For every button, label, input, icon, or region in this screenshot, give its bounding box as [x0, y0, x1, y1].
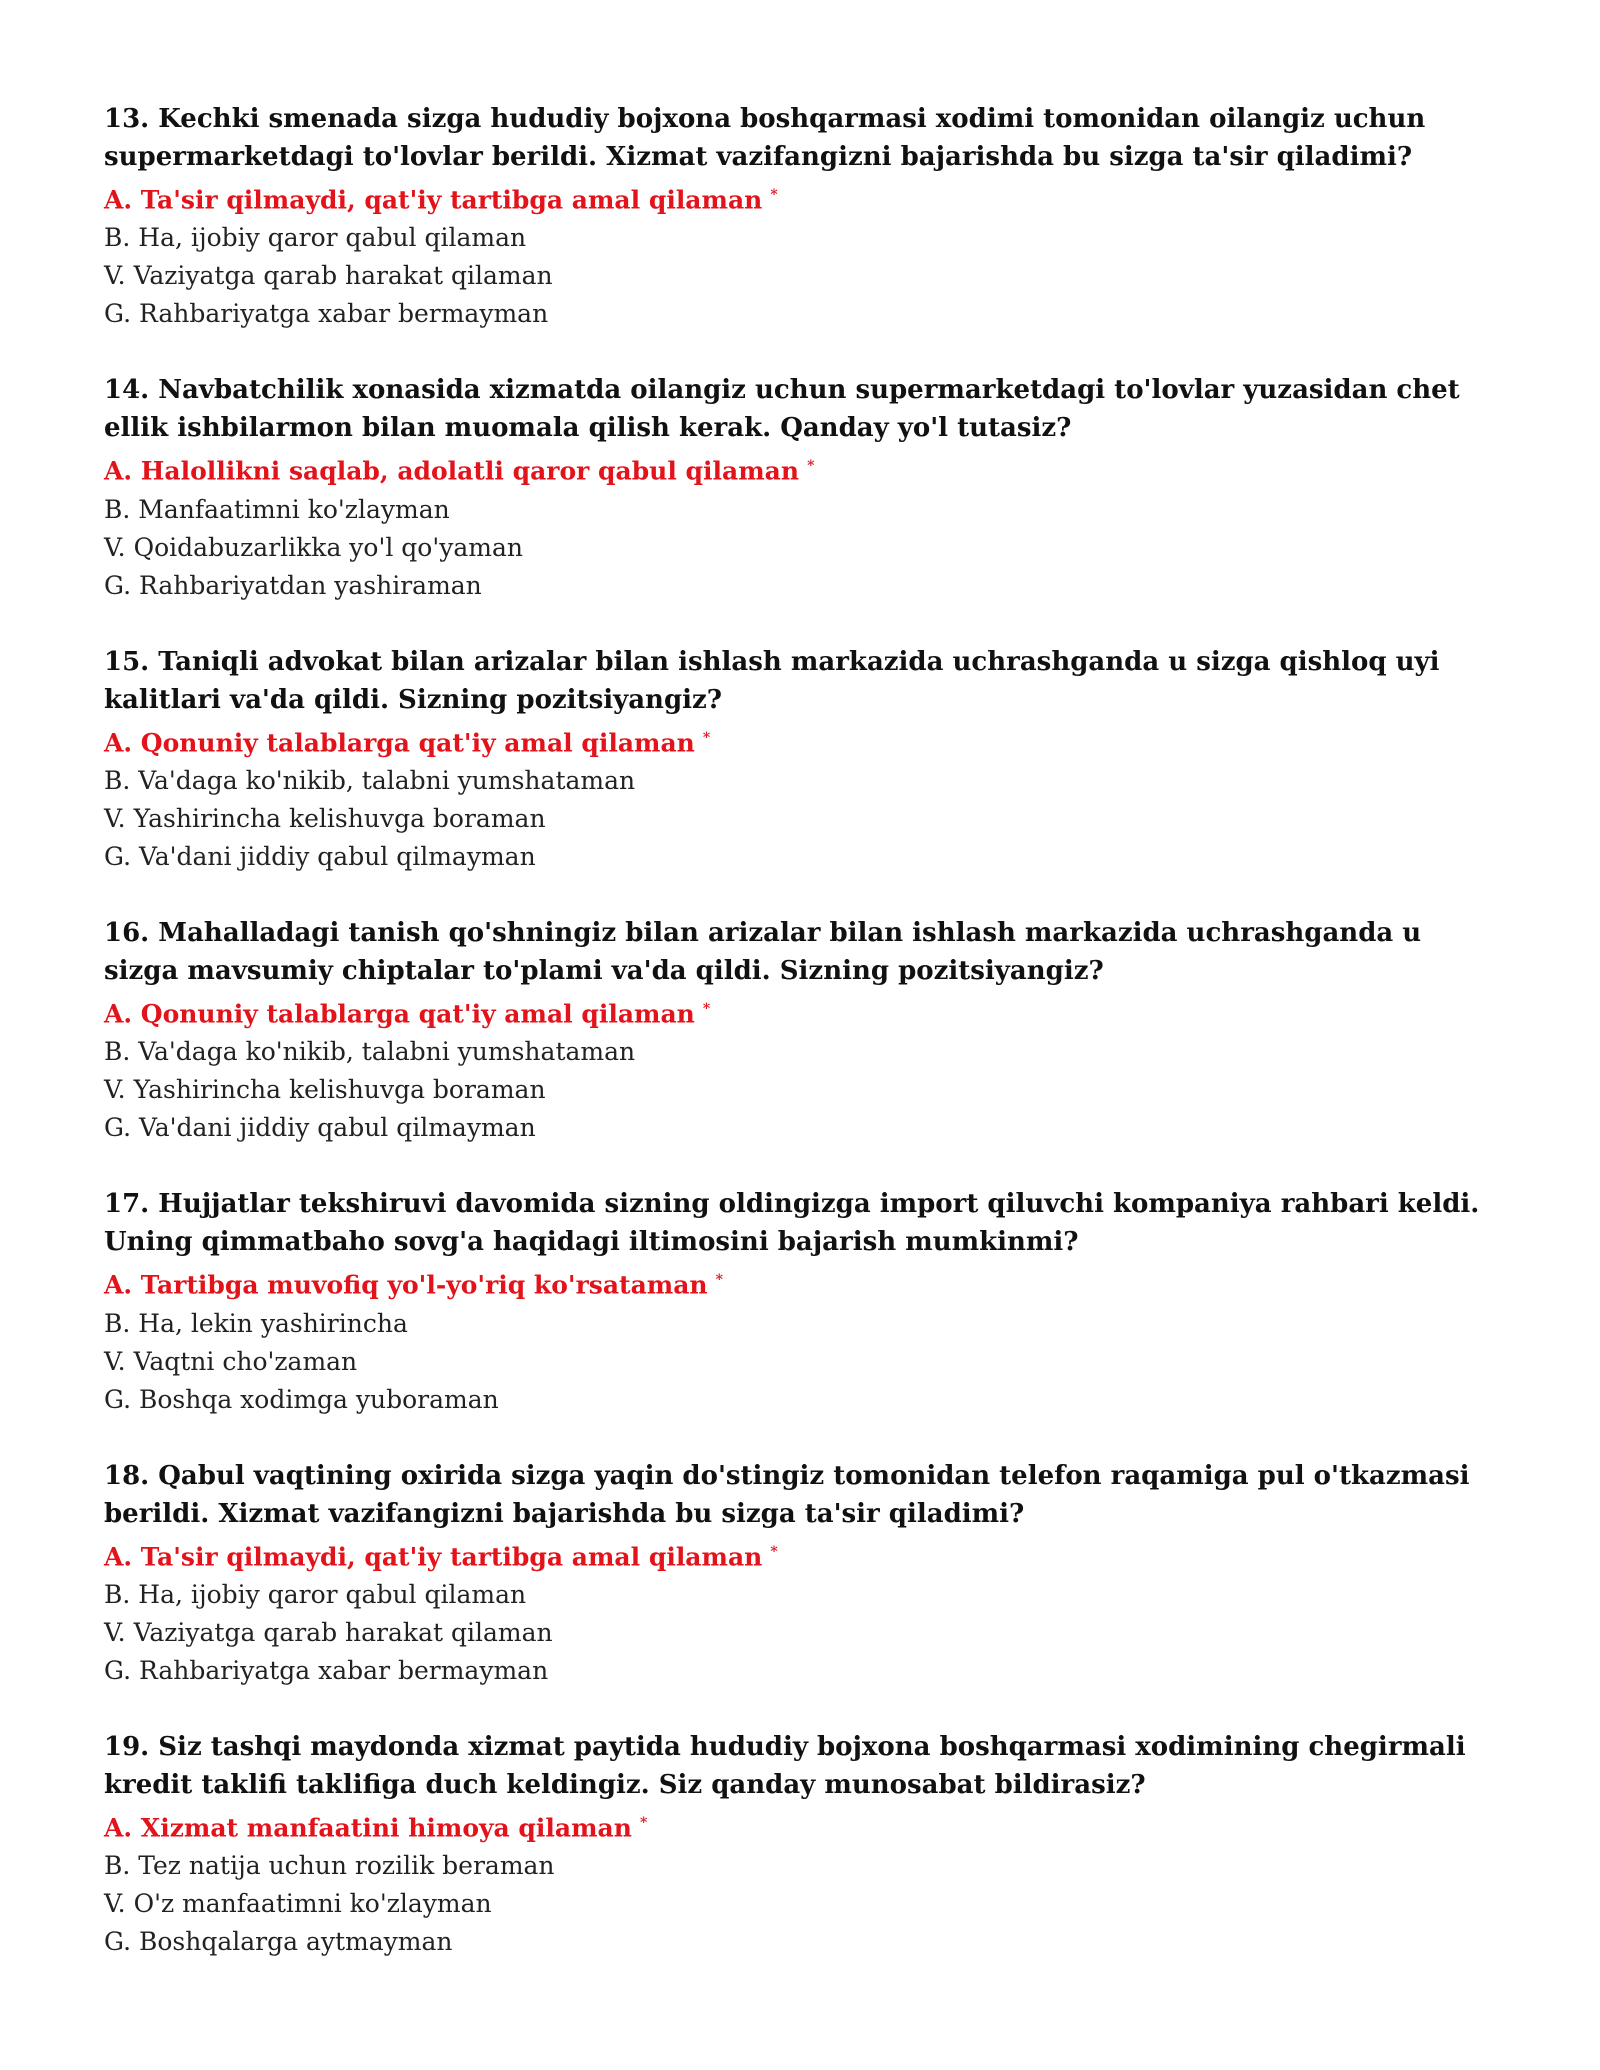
answer-option: [104, 1109, 1504, 1147]
answer-option: [104, 1343, 1504, 1381]
option-label: V. O'z manfaatimni ko'zlayman: [104, 1889, 492, 1919]
option-label: B. Ha, ijobiy qaror qabul qilaman: [104, 223, 527, 253]
correct-marker: *: [715, 1272, 723, 1289]
option-label: G. Rahbariyatga xabar bermayman: [104, 1655, 549, 1685]
option-label: B. Va'daga ko'nikib, talabni yumshataman: [104, 1037, 636, 1067]
answer-option: [104, 1576, 1504, 1614]
answer-option: [104, 257, 1504, 295]
answer-options: [104, 176, 1504, 333]
quiz-page: [104, 100, 1504, 1999]
question-13: [104, 100, 1504, 333]
correct-marker: *: [770, 187, 778, 203]
option-label: B. Ha, ijobiy qaror qabul qilaman: [104, 1579, 527, 1609]
option-label: V. Yashirincha kelishuvga boraman: [104, 803, 546, 833]
answer-option: [104, 1847, 1504, 1885]
option-label: V. Vaziyatga qarab harakat qilaman: [104, 1617, 553, 1647]
answer-option-correct: [104, 447, 1504, 490]
answer-option: [104, 838, 1504, 876]
question-15: [104, 643, 1504, 876]
answer-option: [104, 295, 1504, 333]
answer-option-correct: [104, 1533, 1504, 1576]
option-label: A. Qonuniy talablarga qat'iy amal qilaman: [104, 999, 695, 1029]
answer-options: [104, 447, 1504, 604]
option-label: G. Boshqalarga aytmayman: [104, 1927, 453, 1957]
answer-option: [104, 1033, 1504, 1071]
answer-option: [104, 762, 1504, 800]
answer-option: [104, 800, 1504, 838]
answer-option: [104, 529, 1504, 567]
option-label: A. Ta'sir qilmaydi, qat'iy tartibga amal qilaman: [104, 1541, 763, 1571]
answer-option: [104, 1652, 1504, 1690]
answer-option: [104, 1071, 1504, 1109]
answer-option-correct: [104, 1804, 1504, 1847]
correct-marker: *: [702, 729, 711, 746]
question-18: [104, 1457, 1504, 1690]
answer-option-correct: [104, 1261, 1504, 1304]
answer-option-correct: [104, 719, 1504, 762]
answer-options: [104, 1261, 1504, 1418]
correct-marker: *: [807, 458, 815, 475]
question-text: 18. Qabul vaqtining oxirida sizga yaqin do'stingiz tomonidan telefon raqamiga pul o'tkazmasi berildi. Xizmat vazifangizni bajarishda bu sizga ta'sir qiladimi?: [104, 1460, 1470, 1529]
option-label: A. Qonuniy talablarga qat'iy amal qilaman: [104, 727, 695, 757]
answer-option: [104, 1305, 1504, 1343]
answer-option: [104, 567, 1504, 605]
option-label: G. Boshqa xodimga yuboraman: [104, 1384, 499, 1414]
question-16: [104, 914, 1504, 1147]
answer-option: [104, 1923, 1504, 1961]
option-label: B. Ha, lekin yashirincha: [104, 1308, 408, 1338]
answer-option: [104, 219, 1504, 257]
question-text: 16. Mahalladagi tanish qo'shningiz bilan arizalar bilan ishlash markazida uchrashganda u sizga mavsumiy chiptalar to'plami va'da qildi. Sizning pozitsiyangiz?: [104, 917, 1422, 986]
option-label: G. Va'dani jiddiy qabul qilmayman: [104, 1113, 536, 1143]
answer-option: [104, 1381, 1504, 1419]
question-text: 13. Kechki smenada sizga hududiy bojxona boshqarmasi xodimi tomonidan oilangiz uchun supermarketdagi to'lovlar berildi. Xizmat vazifangizni bajarishda bu sizga ta'sir qiladimi?: [104, 104, 1426, 172]
option-label: A. Xizmat manfaatini himoya qilaman: [104, 1813, 632, 1843]
option-label: A. Ta'sir qilmaydi, qat'iy tartibga amal qilaman: [104, 185, 763, 215]
answer-option-correct: [104, 990, 1504, 1033]
option-label: B. Tez natija uchun rozilik beraman: [104, 1851, 555, 1881]
option-label: G. Va'dani jiddiy qabul qilmayman: [104, 841, 536, 871]
question-text: 14. Navbatchilik xonasida xizmatda oilangiz uchun supermarketdagi to'lovlar yuzasidan chet ellik ishbilarmon bilan muomala qilish kerak. Qanday yo'l tutasiz?: [104, 375, 1460, 444]
question-text: 19. Siz tashqi maydonda xizmat paytida hududiy bojxona boshqarmasi xodimining chegirmali kredit taklifi taklifiga duch keldingiz. Siz qanday munosabat bildirasiz?: [104, 1731, 1466, 1800]
option-label: B. Manfaatimni ko'zlayman: [104, 494, 450, 524]
option-label: V. Yashirincha kelishuvga boraman: [104, 1075, 546, 1105]
correct-marker: *: [770, 1543, 778, 1560]
option-label: V. Qoidabuzarlikka yo'l qo'yaman: [104, 532, 523, 562]
option-label: A. Halollikni saqlab, adolatli qaror qabul qilaman: [104, 456, 800, 486]
option-label: G. Rahbariyatga xabar bermayman: [104, 299, 549, 329]
answer-option: [104, 1885, 1504, 1923]
correct-marker: *: [639, 1814, 648, 1831]
option-label: V. Vaqtni cho'zaman: [104, 1346, 358, 1376]
correct-marker: *: [702, 1000, 711, 1017]
question-text: 15. Taniqli advokat bilan arizalar bilan ishlash markazida uchrashganda u sizga qishloq uyi kalitlari va'da qildi. Sizning pozitsiyangiz?: [104, 646, 1440, 715]
option-label: G. Rahbariyatdan yashiraman: [104, 570, 482, 600]
question-text: 17. Hujjatlar tekshiruvi davomida sizning oldingizga import qiluvchi kompaniya rahbari keldi. Uning qimmatbaho sovg'a haqidagi iltimosini bajarish mumkinmi?: [104, 1189, 1480, 1258]
option-label: B. Va'daga ko'nikib, talabni yumshataman: [104, 765, 636, 795]
answer-options: [104, 990, 1504, 1147]
question-17: [104, 1185, 1504, 1418]
answer-option: [104, 491, 1504, 529]
answer-options: [104, 719, 1504, 876]
answer-options: [104, 1533, 1504, 1690]
question-14: [104, 371, 1504, 604]
answer-option: [104, 1614, 1504, 1652]
answer-options: [104, 1804, 1504, 1961]
option-label: V. Vaziyatga qarab harakat qilaman: [104, 261, 553, 291]
option-label: A. Tartibga muvofiq yo'l-yo'riq ko'rsataman: [104, 1270, 708, 1300]
question-19: [104, 1728, 1504, 1961]
answer-option-correct: [104, 176, 1504, 219]
